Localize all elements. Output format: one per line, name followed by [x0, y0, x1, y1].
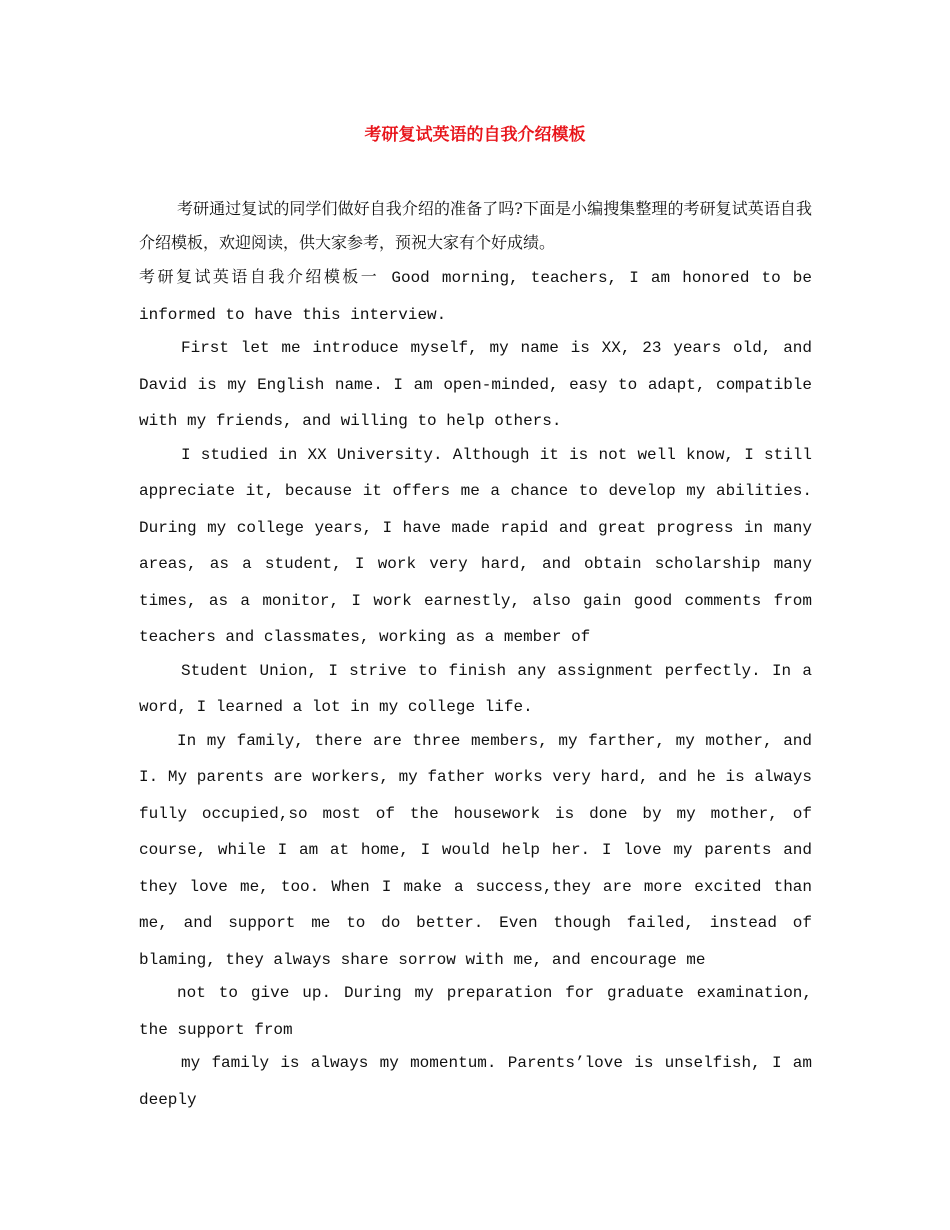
greeting-text: Good morning, teachers, I am honored to be informed to have this interview. [139, 269, 812, 324]
document-body [139, 192, 812, 1118]
document-title: 考研复试英语的自我介绍模板 [364, 125, 586, 145]
paragraph-student-union: Student Union, I strive to finish any assignment perfectly. In a word, I learned a lot in my college life. [139, 661, 812, 716]
template-one-label: 考研复试英语自我介绍模板一 [139, 267, 380, 286]
paragraph-university: I studied in XX University. Although it is not well know, I still appreciate it, because it offers me a chance to develop my abilities. During my college years, I have made rapid and great progress in many areas, as a student, I work very hard, and obtain scholarship many times, as a monitor, I work earnestly, also gain good comments from teachers and classmates, working as a member of [139, 445, 812, 646]
paragraph-introduce: First let me introduce myself, my name is XX, 23 years old, and David is my English name. I am open-minded, easy to adapt, compatible with my friends, and willing to help others. [139, 339, 812, 430]
paragraph-momentum: my family is always my momentum. Parents’love is unselfish, I am deeply [139, 1054, 812, 1109]
paragraph-family: In my family, there are three members, my farther, my mother, and I. My parents are workers, my father works very hard, and he is always fully occupied,so most of the housework is done by my mother, of course, while I am at home, I would help her. I love my parents and they love me, too. When I make a success,they are more excited than me, and support me to do better. Even though failed, instead of blaming, they always share sorrow with me, and encourage me [139, 731, 812, 969]
intro-paragraph: 考研通过复试的同学们做好自我介绍的准备了吗?下面是小编搜集整理的考研复试英语自我介绍模板，欢迎阅读，供大家参考，预祝大家有个好成绩。 [139, 199, 812, 252]
template-one-paragraph [139, 259, 812, 333]
paragraph-give-up: not to give up. During my preparation for graduate examination, the support from [139, 984, 812, 1039]
